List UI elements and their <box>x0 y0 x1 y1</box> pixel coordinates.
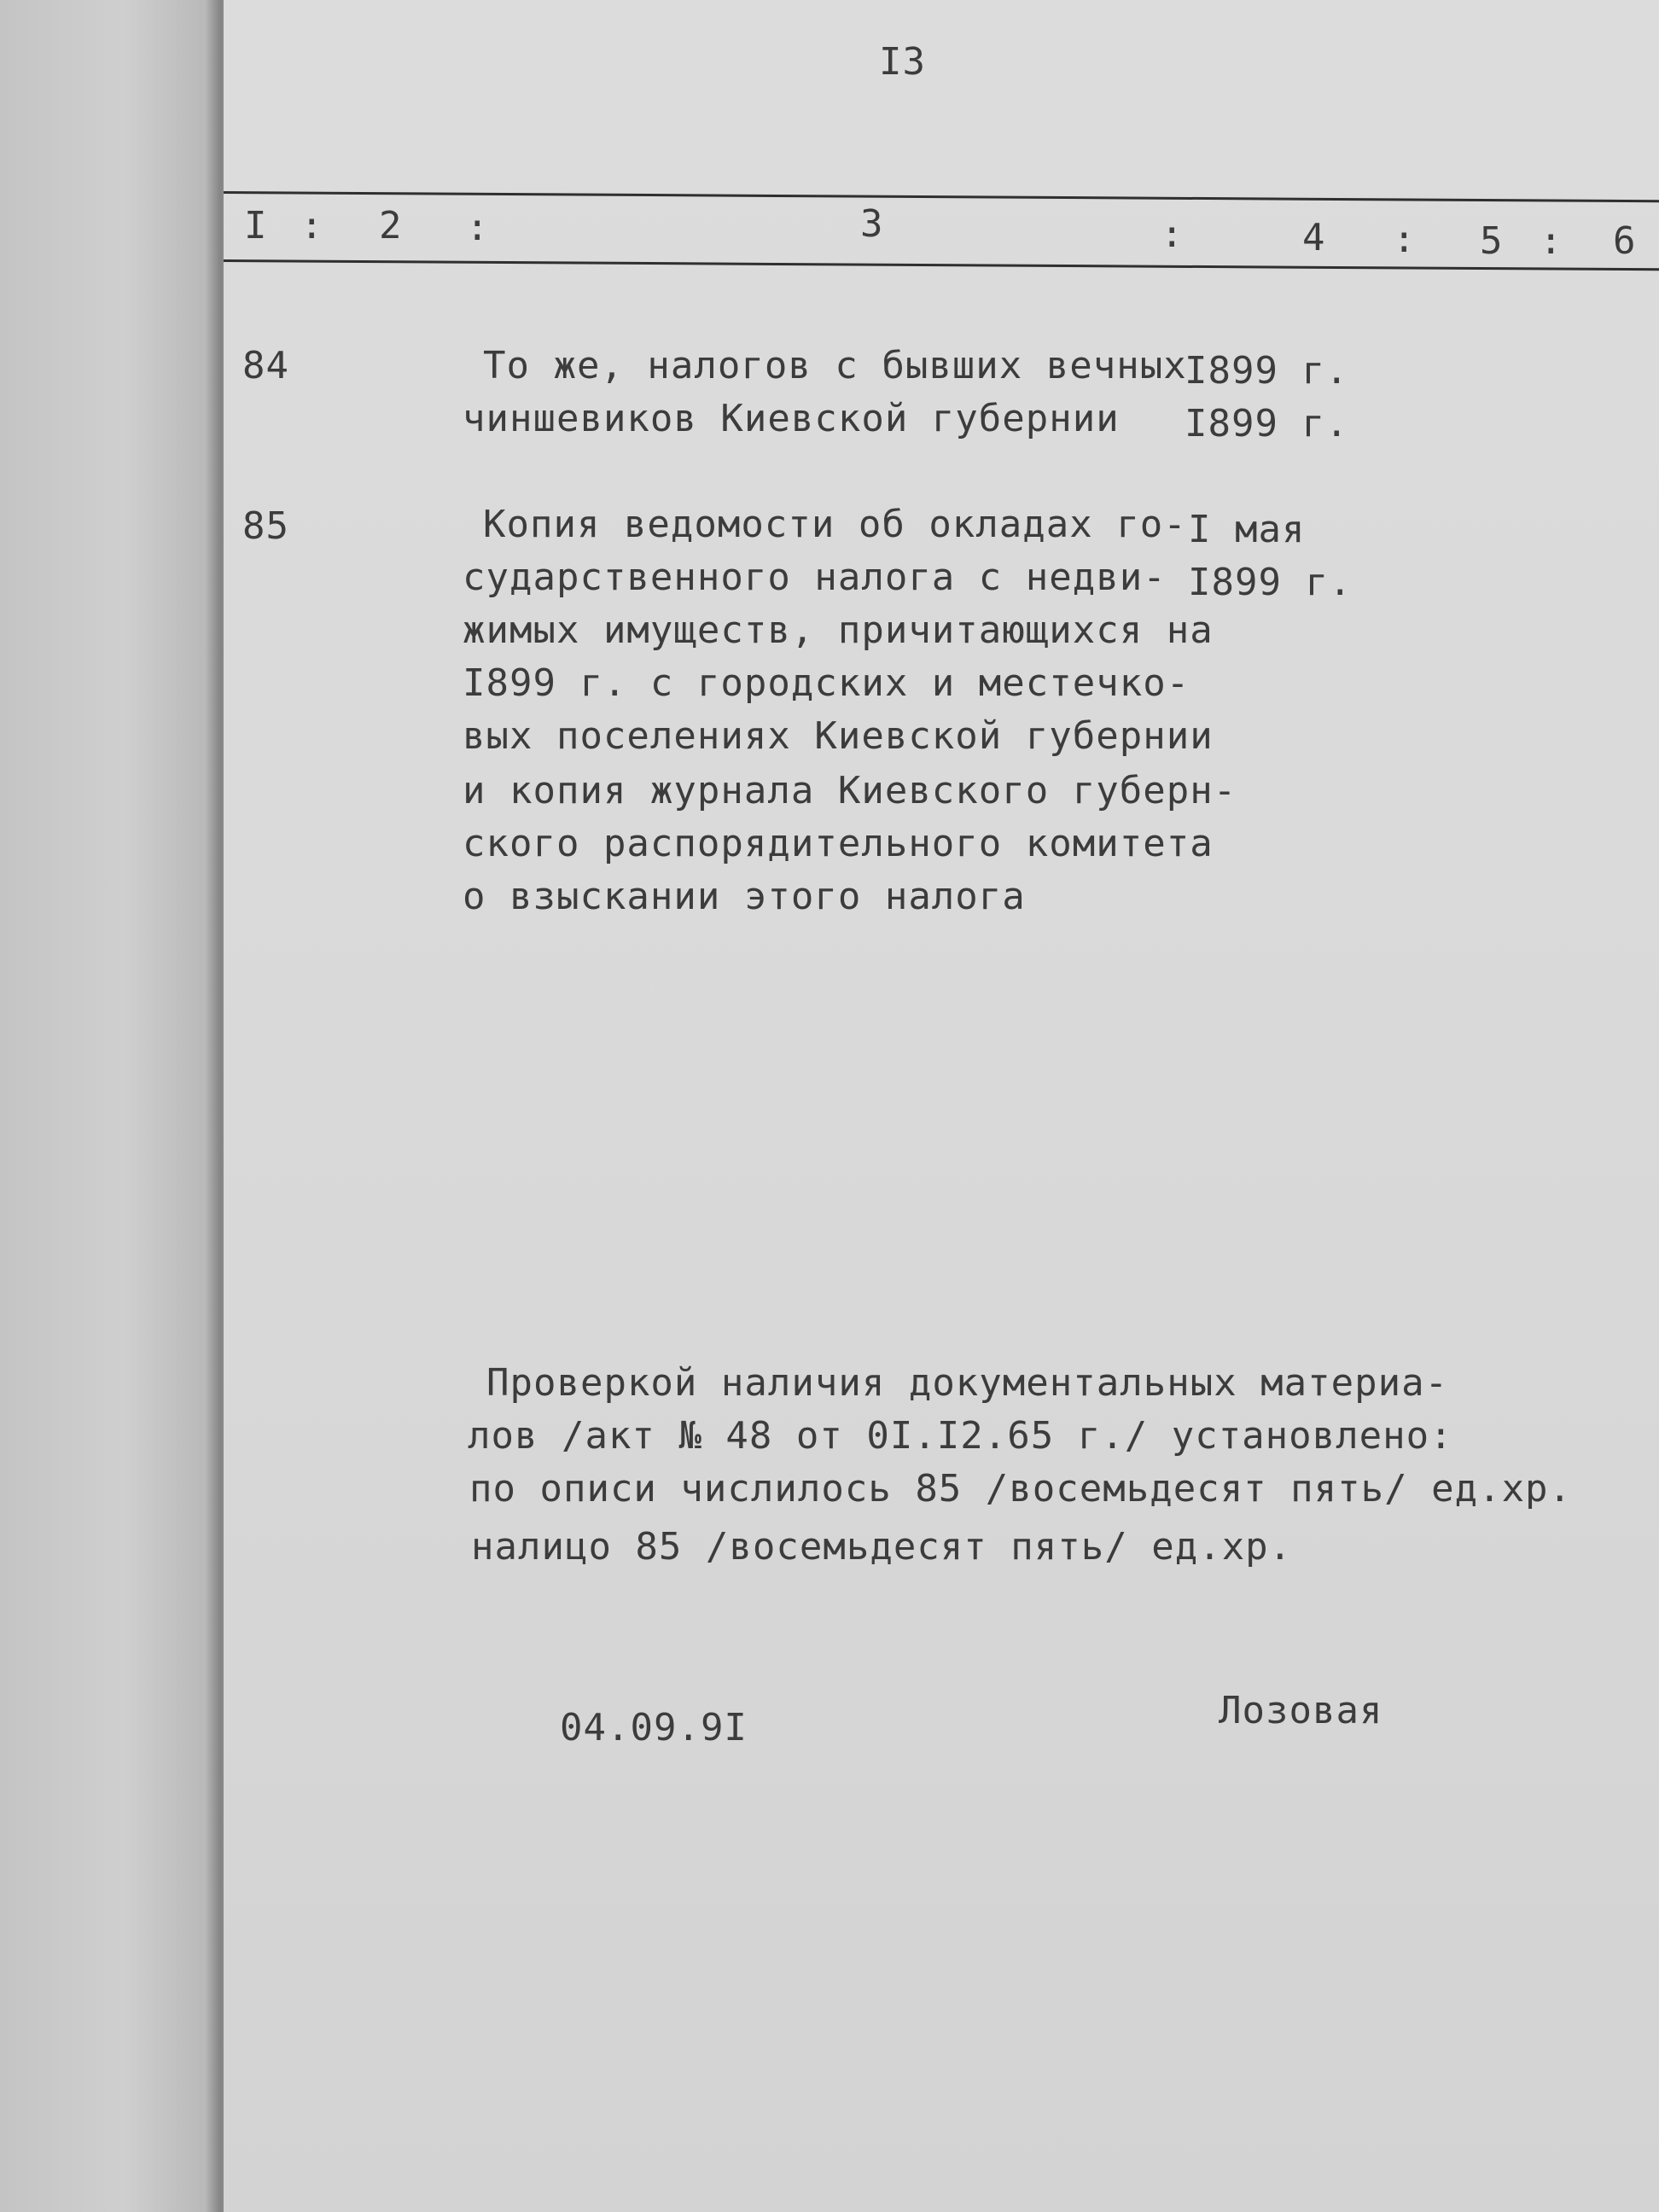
header-sep-3: : <box>1161 212 1184 256</box>
document-page <box>224 0 1659 2212</box>
entry-text-line: сударственного налога с недви- <box>463 556 1167 599</box>
entry-text-line: вых поселениях Киевской губернии <box>463 714 1214 758</box>
binding-gutter <box>0 0 224 2212</box>
verification-line: лов /акт № 48 от 0I.I2.65 г./ установлено: <box>468 1414 1453 1458</box>
signature-name: Лозовая <box>1219 1689 1383 1732</box>
header-col-5: 5 <box>1480 219 1503 263</box>
header-sep-1: : <box>300 204 323 247</box>
header-col-3: 3 <box>860 202 883 246</box>
entry-number: 84 <box>242 344 289 387</box>
entry-text-line: и копия журнала Киевского губерн- <box>463 769 1237 812</box>
verification-line: Проверкой наличия документальных материа- <box>486 1361 1449 1405</box>
header-sep-5: : <box>1540 219 1563 263</box>
entry-date: I899 г. <box>1185 349 1349 393</box>
entry-date: I мая <box>1188 508 1306 551</box>
entry-text-line: жимых имуществ, причитающихся на <box>463 608 1214 652</box>
footer-date: 04.09.9I <box>560 1706 748 1749</box>
entry-text-line: I899 г. с городских и местечко- <box>463 661 1190 705</box>
entry-text-line: ского распорядительного комитета <box>463 822 1214 865</box>
header-sep-2: : <box>466 206 489 249</box>
entry-date: I899 г. <box>1188 561 1353 604</box>
entry-date: I899 г. <box>1185 402 1349 445</box>
entry-text-line: То же, налогов с бывших вечных <box>483 344 1187 387</box>
header-col-2: 2 <box>379 204 402 247</box>
verification-line: налицо 85 /восемьдесят пять/ ед.хр. <box>471 1525 1293 1569</box>
entry-text-line: о взыскании этого налога <box>463 875 1026 918</box>
entry-text-line: Копия ведомости об окладах го- <box>483 503 1187 546</box>
entry-number: 85 <box>242 504 289 548</box>
verification-line: по описи числилось 85 /восемьдесят пять/ ед.хр. <box>469 1467 1573 1511</box>
header-sep-4: : <box>1393 218 1416 261</box>
header-col-4: 4 <box>1302 216 1325 259</box>
header-col-6: 6 <box>1613 219 1636 263</box>
header-col-1: I <box>244 204 267 247</box>
entry-text-line: чиншевиков Киевской губернии <box>463 397 1120 440</box>
page-number: I3 <box>879 40 926 84</box>
